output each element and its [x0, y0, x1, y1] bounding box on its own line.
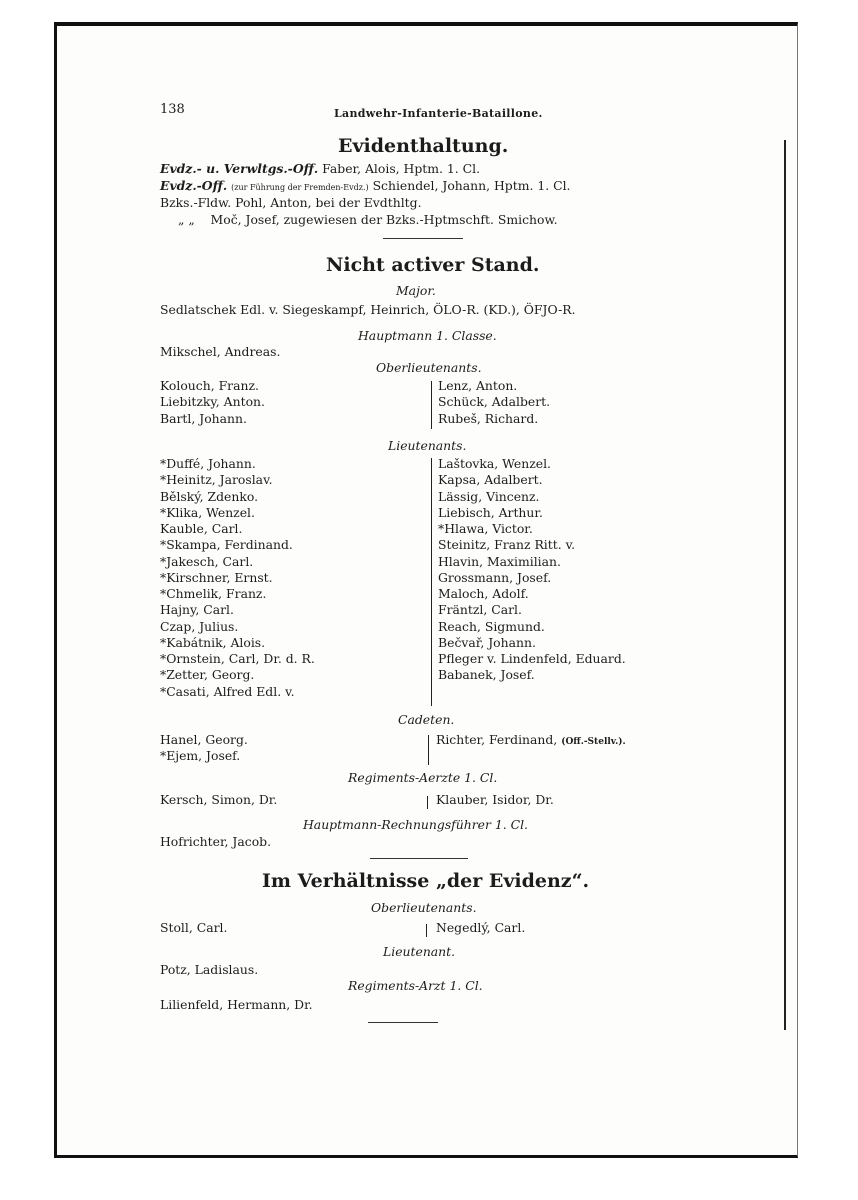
list-item: Schück, Adalbert. — [438, 394, 551, 410]
hauptmann-name: Mikschel, Andreas. — [160, 344, 281, 359]
list-item: Czap, Julius. — [160, 618, 239, 634]
evdz-line-4 — [178, 214, 558, 226]
list-item: *Kabátnik, Alois. — [160, 634, 266, 650]
list-item: Fräntzl, Carl. — [438, 602, 522, 618]
cadet-right — [436, 734, 626, 747]
list-item: *Duffé, Johann. — [160, 456, 256, 471]
section-divider — [383, 238, 463, 239]
column-separator — [428, 735, 429, 765]
rank-label-oberlieutenants: Oberlieutenants. — [376, 360, 482, 375]
list-item: *Hlawa, Victor. — [438, 521, 533, 536]
rank-label-major: Major. — [396, 283, 436, 298]
rank-label-cadeten: Cadeten. — [398, 712, 455, 727]
list-item: *Klika, Wenzel. — [160, 504, 255, 520]
evidenz-oberlt-right: Negedlý, Carl. — [436, 920, 526, 935]
list-item: Hlavin, Maximilian. — [438, 553, 561, 569]
evdz-line-2-label: Evdz.-Off. — [160, 178, 228, 193]
section-title-evidenthaltung: Evidenthaltung. — [338, 135, 509, 157]
section-divider — [368, 1022, 438, 1023]
list-item: Laštovka, Wenzel. — [438, 456, 551, 471]
list-item: Lässig, Vincenz. — [438, 488, 540, 504]
column-separator — [426, 924, 427, 937]
evidenz-oberlt-left: Stoll, Carl. — [160, 920, 228, 935]
list-item: Steinitz, Franz Ritt. v. — [438, 537, 576, 553]
evdz-line-4-text: Moč, Josef, zugewiesen der Bzks.-Hptmschft. Smichow. — [210, 212, 558, 227]
list-item: Bělský, Zdenko. — [160, 488, 259, 504]
list-item: *Casati, Alfred Edl. v. — [160, 683, 295, 699]
list-item: *Zetter, Georg. — [160, 667, 255, 683]
list-item: *Heinitz, Jaroslav. — [160, 472, 273, 488]
evdz-line-1-label: Evdz.- u. Verwltgs.-Off. — [160, 161, 319, 176]
ditto-marks: „ „ — [178, 212, 195, 227]
list-item: *Chmelik, Franz. — [160, 586, 267, 601]
evdz-line-2 — [160, 180, 570, 192]
column-separator — [431, 458, 432, 706]
list-item: Hanel, Georg. — [160, 732, 248, 747]
list-item: Bartl, Johann. — [160, 410, 247, 426]
list-item: Hajny, Carl. — [160, 602, 234, 618]
oberlt-left-list — [160, 378, 265, 427]
rank-label-evidenz-lieutenant: Lieutenant. — [383, 944, 456, 959]
cadet-right-name: Richter, Ferdinand, — [436, 732, 558, 747]
list-item: Liebisch, Arthur. — [438, 504, 543, 520]
list-item: Reach, Sigmund. — [438, 618, 545, 634]
aerzte-right: Klauber, Isidor, Dr. — [436, 792, 554, 807]
list-item: Lenz, Anton. — [438, 378, 518, 393]
list-item: Babanek, Josef. — [438, 667, 535, 683]
list-item: Rubeš, Richard. — [438, 410, 539, 426]
list-item: Bečvař, Johann. — [438, 634, 536, 650]
evidenz-lt-name: Potz, Ladislaus. — [160, 962, 259, 977]
rank-label-aerzte: Regiments-Aerzte 1. Cl. — [348, 770, 498, 785]
rechnungsfuehrer-name: Hofrichter, Jacob. — [160, 834, 272, 849]
evdz-line-2-note: (zur Führung der Fremden-Evdz.) — [231, 183, 369, 192]
list-item: Pfleger v. Lindenfeld, Eduard. — [438, 651, 626, 666]
evdz-line-2-text: Schiendel, Johann, Hptm. 1. Cl. — [372, 178, 571, 193]
list-item: *Ejem, Josef. — [160, 748, 241, 764]
list-item: *Kirschner, Ernst. — [160, 569, 273, 585]
rank-label-hauptmann: Hauptmann 1. Classe. — [358, 328, 497, 343]
section-title-evidenz: Im Verhältnisse „der Evidenz“. — [262, 870, 590, 892]
list-item: Kolouch, Franz. — [160, 378, 259, 393]
column-separator — [427, 796, 428, 809]
rank-label-lieutenants: Lieutenants. — [388, 438, 467, 453]
list-item: *Jakesch, Carl. — [160, 553, 254, 569]
list-item: Grossmann, Josef. — [438, 569, 552, 585]
list-item: Kauble, Carl. — [160, 521, 243, 536]
aerzte-left: Kersch, Simon, Dr. — [160, 792, 278, 807]
list-item: *Skampa, Ferdinand. — [160, 537, 293, 553]
list-item: Maloch, Adolf. — [438, 586, 529, 601]
lt-right-list — [438, 456, 626, 684]
list-item: *Ornstein, Carl, Dr. d. R. — [160, 651, 315, 666]
binding-edge-line — [784, 140, 786, 1030]
evdz-line-1-text: Faber, Alois, Hptm. 1. Cl. — [322, 161, 481, 176]
evdz-line-3: Bzks.-Fldw. Pohl, Anton, bei der Evdthltg. — [160, 195, 422, 210]
page-number: 138 — [160, 102, 185, 117]
list-item: Kapsa, Adalbert. — [438, 472, 543, 488]
list-item: Liebitzky, Anton. — [160, 394, 265, 410]
section-title-nicht-activer: Nicht activer Stand. — [326, 254, 540, 276]
rank-label-rechnungsfuehrer: Hauptmann-Rechnungsführer 1. Cl. — [303, 817, 528, 832]
running-head: Landwehr-Infanterie-Bataillone. — [334, 107, 543, 120]
oberlt-right-list — [438, 378, 550, 427]
lt-left-list — [160, 456, 315, 700]
column-separator — [431, 381, 432, 429]
rank-label-evidenz-arzt: Regiments-Arzt 1. Cl. — [348, 978, 483, 993]
section-divider — [370, 858, 468, 859]
major-name: Sedlatschek Edl. v. Siegeskampf, Heinrich, ÖLO-R. (KD.), ÖFJO-R. — [160, 302, 576, 317]
rank-label-evidenz-oberlieutenants: Oberlieutenants. — [371, 900, 477, 915]
cadet-right-note: (Off.-Stellv.). — [561, 737, 626, 747]
evidenz-arzt-name: Lilienfeld, Hermann, Dr. — [160, 997, 313, 1012]
cadet-left-list — [160, 732, 248, 765]
evdz-line-1 — [160, 163, 480, 175]
